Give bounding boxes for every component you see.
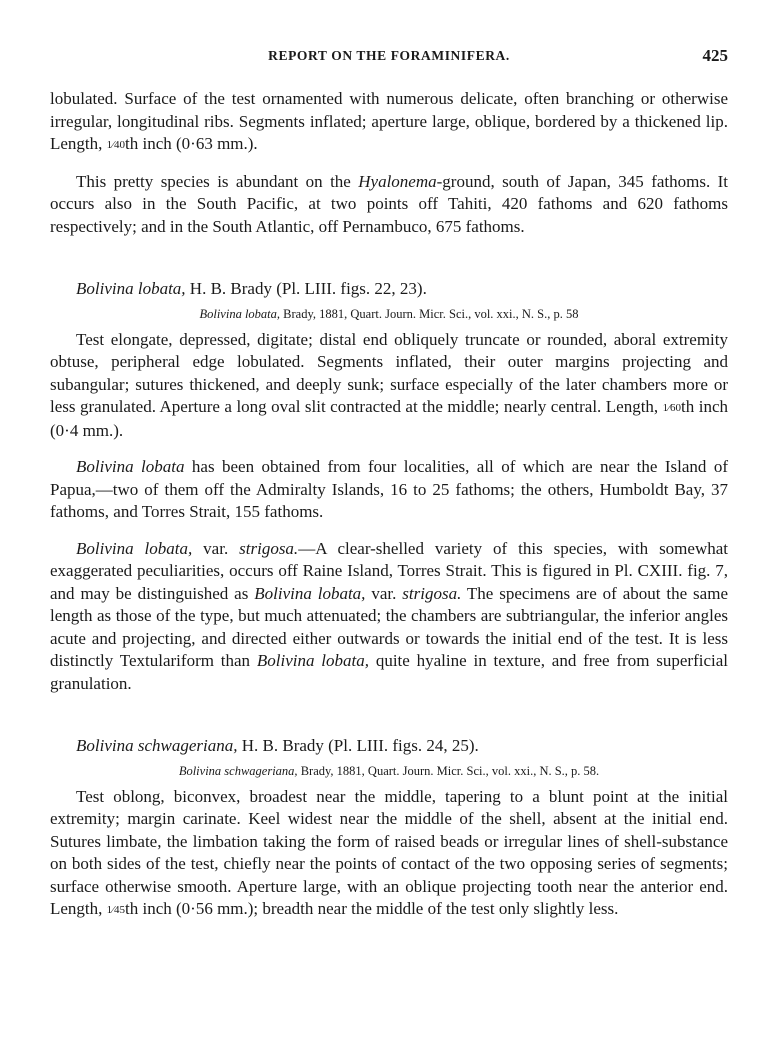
species-heading-schwageriana: Bolivina schwageriana, H. B. Brady (Pl. LIII. figs. 24, 25). xyxy=(76,736,479,755)
description-schwageriana: Test oblong, biconvex, broadest near the middle, tapering to a blunt point at the initial extremity; margin carinate. Keel widest near the middle of the shell, absent at the initial end. Sutures limbate, the limbation taking the form of raised beads or irregular lines of shell-substance on both sides of the test, chiefly near the points of contact of the two opposing series of segments; surface otherwise smooth. Aperture large, with an oblique projecting tooth near the anterior end. Length, 1⁄45th inch (0·56 mm.); breadth near the middle of the test only slightly less. xyxy=(50,786,728,918)
variety-strigosa: Bolivina lobata, var. strigosa.—A clear-shelled variety of this species, with somewhat exaggerated peculiarities, occurs off Raine Island, Torres Strait. This is figured in Pl. CXIII. fig. 7, and may be distinguished as Bolivina lobata, var. strigosa. The specimens are of about the same length as those of the type, but much attenuated; the chambers are subtriangular, the inferior angles acute and projecting, and directed either outwards or towards the initial end of the test. It is less distinctly Textulariform than Bolivina lobata, quite hyaline in texture, and free from superficial granulation. xyxy=(50,538,729,693)
citation-lobata: Bolivina lobata, Brady, 1881, Quart. Journ. Micr. Sci., vol. xxi., N. S., p. 58 xyxy=(199,306,579,321)
paragraph-distribution: This pretty species is abundant on the Hyalonema-ground, south of Japan, 345 fathoms. It occurs also in the South Pacific, at two points off Tahiti, 420 fathoms and 620 fathoms respectively; and in the South Atlantic, off Pernambuco, 675 fathoms. xyxy=(50,171,729,236)
citation-schwageriana: Bolivina schwageriana, Brady, 1881, Quart. Journ. Micr. Sci., vol. xxi., N. S., p. 58. xyxy=(178,763,600,778)
page-body xyxy=(50,88,728,922)
fraction: 1⁄60 xyxy=(662,402,682,414)
running-title: REPORT ON THE FORAMINIFERA. xyxy=(268,48,510,63)
paragraph-continued: lobulated. Surface of the test ornamented with numerous delicate, often branching or otherwise irregular, longitudinal ribs. Segments inflated; aperture large, oblique, bordered by a thickened lip. Length, 1⁄40th inch (0·63 mm.). xyxy=(50,89,728,153)
distribution-lobata: Bolivina lobata has been obtained from four localities, all of which are near the Island of Papua,—two of them off the Admiralty Islands, 16 to 25 fathoms; the others, Humboldt Bay, 37 fathoms, and Torres Strait, 155 fathoms. xyxy=(50,457,729,521)
page-number: 425 xyxy=(702,46,728,65)
fraction: 1⁄40 xyxy=(106,139,125,151)
genus-name: Hyalonema xyxy=(358,171,437,191)
fraction: 1⁄45 xyxy=(106,904,125,916)
running-header xyxy=(50,48,728,72)
species-heading-lobata: Bolivina lobata, H. B. Brady (Pl. LIII. figs. 22, 23). xyxy=(76,279,427,298)
description-lobata: Test elongate, depressed, digitate; distal end obliquely truncate or rounded, aboral extremity obtuse, peripheral edge lobulated. Segments inflated, their outer margins projecting and subangular; sutures thickened, and deeply sunk; surface especially of the later chambers more or less granulated. Aperture a long oval slit contracted at the middle; nearly central. Length, 1⁄60th inch (0·4 mm.). xyxy=(50,329,728,440)
